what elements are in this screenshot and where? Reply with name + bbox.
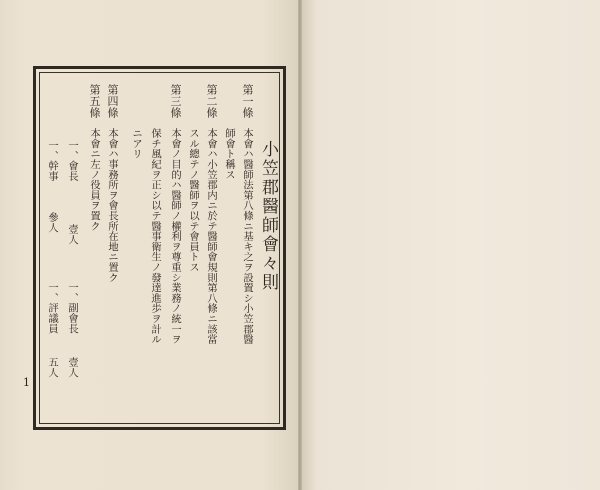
- officer-count-councillor: 五人: [46, 357, 58, 378]
- article-3-line-2: 保チ風紀ヲ正シ以テ醫事衛生ノ發達進歩ヲ計ル: [149, 128, 161, 345]
- page-mark: 1: [23, 376, 30, 389]
- officer-role-vice-president: 一、副會長: [66, 282, 78, 334]
- officer-role-secretary: 一、幹事: [46, 140, 58, 182]
- article-1-line-2: 師會ト稱ス: [223, 128, 235, 180]
- article-2-label: 第二條: [205, 84, 218, 119]
- document-title: 小笠郡醫師會々則: [258, 140, 278, 292]
- officer-count-president: 壹人: [66, 224, 78, 245]
- article-1-line-1: 本會ハ醫師法第八條ニ基キ之ヲ設置シ小笠郡醫: [241, 128, 253, 345]
- article-5-label: 第五條: [88, 84, 101, 119]
- article-2-line-2: スル總テノ醫師ヲ以テ會員トス: [187, 128, 199, 273]
- article-4-line-1: 本會ハ事務所ヲ會長所在地ニ置ク: [106, 128, 118, 283]
- officer-role-president: 一、會長: [66, 140, 78, 182]
- article-3-line-3: ニアリ: [130, 128, 142, 159]
- left-page: [0, 0, 298, 490]
- article-2-line-1: 本會ハ小笠郡内ニ於テ醫師會規則第八條ニ該當: [205, 128, 217, 345]
- officer-count-secretary: 參人: [46, 212, 58, 233]
- article-4-label: 第四條: [106, 84, 119, 119]
- article-1-label: 第一條: [241, 84, 254, 119]
- right-page-blank: [302, 0, 600, 490]
- article-3-line-1: 本會ノ目的ハ醫師ノ權利ヲ尊重シ業務ノ統一ヲ: [169, 128, 181, 345]
- article-5-line-1: 本會ニ左ノ役員ヲ置ク: [88, 128, 100, 231]
- officer-role-councillor: 一、評議員: [46, 282, 58, 334]
- officer-count-vice-president: 壹人: [66, 357, 78, 378]
- article-3-label: 第三條: [169, 84, 182, 119]
